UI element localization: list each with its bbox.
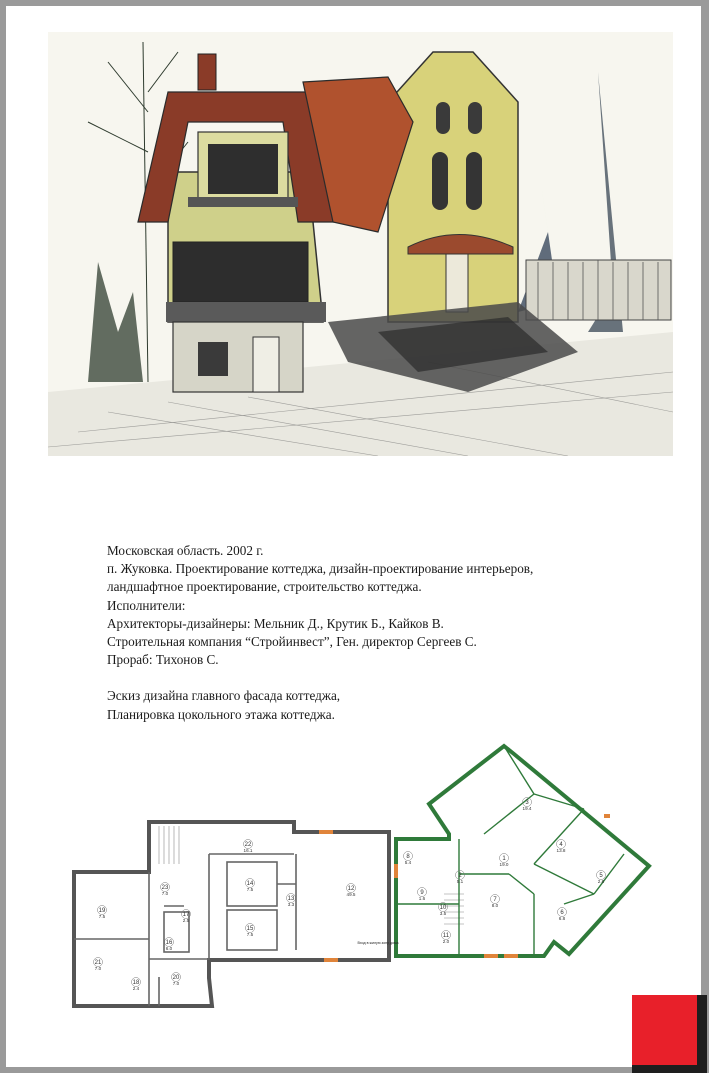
room-number: 9 (420, 890, 424, 896)
room-number: 16 (165, 940, 173, 946)
description-line: Архитекторы-дизайнеры: Мельник Д., Крутик Б., Кайков В. (107, 615, 444, 631)
room-area: 2.4 (132, 986, 140, 991)
room-number: 2 (458, 873, 462, 879)
room-area: 16.1 (243, 848, 253, 853)
description-line: п. Жуковка. Проектирование коттеджа, дизайн-проектирование интерьеров, (107, 561, 534, 577)
room-number: 23 (161, 885, 169, 891)
room-area: 3.3 (287, 902, 295, 907)
room-area: 13.8 (556, 848, 566, 853)
room-number: 8 (406, 854, 410, 860)
room-number: 15 (246, 926, 254, 932)
room-area: 19.0 (499, 862, 509, 867)
caption-line: Эскиз дизайна главного фасада коттеджа, (107, 688, 341, 704)
room-number: 7 (493, 897, 497, 903)
project-description (107, 542, 627, 724)
room-area: 5.4 (404, 860, 412, 865)
room-area: 6.0 (165, 946, 173, 951)
room-number: 10 (439, 905, 447, 911)
description-line: ландшафтное проектирование, строительство коттеджа. (107, 579, 422, 595)
room-number: 12 (347, 886, 355, 892)
room-number: 19 (98, 908, 106, 914)
room-area: 6.8 (558, 916, 566, 921)
room-area: 8.0 (491, 903, 499, 908)
facade-sketch-image (48, 32, 673, 456)
room-area: 1.6 (418, 896, 426, 901)
room-number: 18 (132, 980, 140, 986)
room-area: 7.5 (246, 932, 254, 937)
room-number: 1 (502, 856, 506, 862)
room-number: 5 (599, 873, 603, 879)
page (6, 6, 701, 1067)
room-area: 7.0 (161, 891, 169, 896)
entrance-label: Вход в жилую зону дома (357, 941, 399, 945)
room-area: 5.1 (456, 879, 464, 884)
room-number: 6 (560, 910, 564, 916)
room-number: 13 (287, 896, 295, 902)
room-number: 21 (94, 960, 102, 966)
room-number: 4 (559, 842, 563, 848)
room-area: 49.5 (346, 892, 356, 897)
description-line: Исполнители: (107, 597, 186, 613)
room-number: 20 (172, 975, 180, 981)
description-line: Строительная компания “Стройинвест”, Ген. директор Сергеев С. (107, 634, 477, 650)
room-area: 2.5 (182, 918, 190, 923)
room-area: 7.0 (94, 966, 102, 971)
room-area: 3.5 (439, 911, 447, 916)
room-number: 14 (246, 881, 254, 887)
room-area: 7.0 (172, 981, 180, 986)
room-area: 2.6 (597, 879, 605, 884)
room-area: 2.0 (442, 939, 450, 944)
room-area: 19.4 (522, 806, 532, 811)
description-line: Московская область. 2002 г. (107, 543, 264, 558)
room-number: 11 (442, 933, 450, 939)
basement-floor-plan (64, 734, 654, 1016)
room-area: 7.5 (98, 914, 106, 919)
caption-line: Планировка цокольного этажа коттеджа. (107, 706, 335, 722)
room-number: 17 (182, 912, 190, 918)
room-number: 22 (244, 842, 252, 848)
corner-accent-square (632, 995, 707, 1073)
room-number: 3 (525, 800, 529, 806)
room-area: 7.5 (246, 887, 254, 892)
description-line: Прораб: Тихонов С. (107, 652, 219, 668)
